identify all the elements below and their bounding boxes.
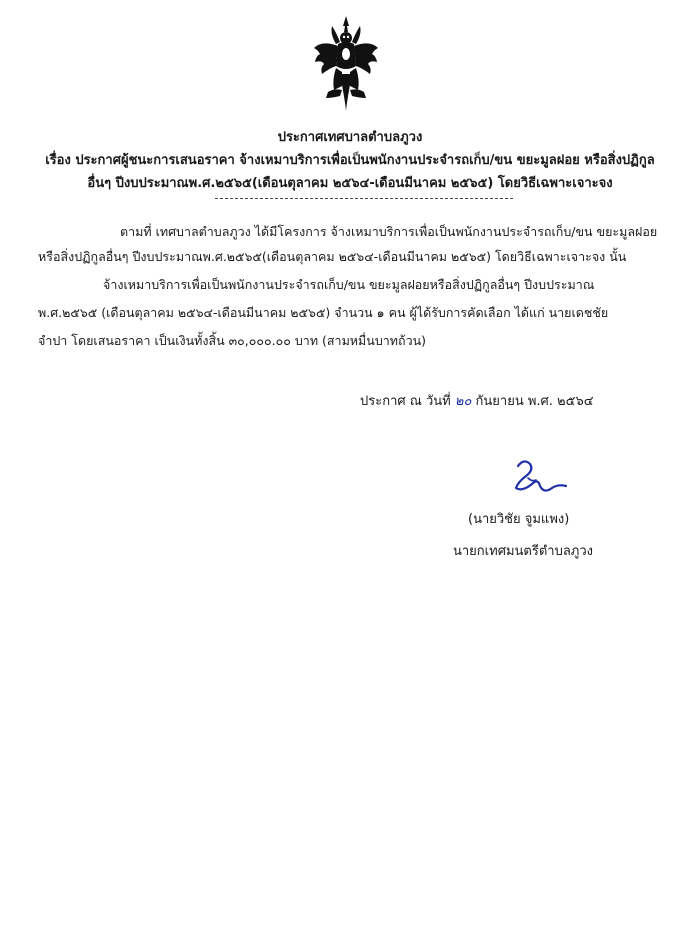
body-line-3: จ้างเหมาบริการเพื่อเป็นพนักงานประจำรถเก็บ/ขน ขยะมูลฝอยหรือสิ่งปฏิกูลอื่นๆ ปีงบประมาณ — [103, 277, 595, 292]
subject-line-2: อื่นๆ ปีงบประมาณพ.ศ.๒๕๖๕(เดือนตุลาคม ๒๕๖๔-เดือนมีนาคม ๒๕๖๕) โดยวิธีเฉพาะเจาะจง — [87, 176, 613, 191]
dashed-divider — [215, 198, 513, 199]
body-line-4: พ.ศ.๒๕๖๕ (เดือนตุลาคม ๒๕๖๔-เดือนมีนาคม ๒๕๖๕) จำนวน ๑ คน ผู้ได้รับการคัดเลือก ได้แก่ นายเดชชัย — [38, 305, 609, 320]
handwritten-signature-icon — [508, 456, 568, 500]
signer-name: (นายวิชัย จูมแพง) — [468, 512, 570, 527]
date-prefix: ประกาศ ณ วันที่ — [360, 394, 451, 409]
body-line-2: หรือสิ่งปฏิกูลอื่นๆ ปีงบประมาณพ.ศ.๒๕๖๕(เดือนตุลาคม ๒๕๖๔-เดือนมีนาคม ๒๕๖๕) โดยวิธีเฉพาะเจาะจง นั้น — [38, 249, 627, 264]
date-suffix: กันยายน พ.ศ. ๒๕๖๔ — [475, 394, 594, 409]
date-day: ๒๐ — [454, 394, 472, 409]
body-line-1: ตามที่ เทศบาลตำบลภูวง ได้มีโครงการ จ้างเหมาบริการเพื่อเป็นพนักงานประจำรถเก็บ/ขน ขยะมูลฝอย — [120, 224, 658, 239]
announcement-date — [360, 390, 594, 411]
garuda-emblem-icon — [312, 14, 380, 114]
org-title: ประกาศเทศบาลตำบลภูวง — [277, 130, 423, 145]
body-line-5: จำปา โดยเสนอราคา เป็นเงินทั้งสิ้น ๓๐,๐๐๐.๐๐ บาท (สามหมื่นบาทถ้วน) — [38, 333, 427, 348]
signer-position: นายกเทศมนตรีตำบลภูวง — [453, 544, 593, 559]
subject-line-1: เรื่อง ประกาศผู้ชนะการเสนอราคา จ้างเหมาบริการเพื่อเป็นพนักงานประจำรถเก็บ/ขน ขยะมูลฝอย หรือสิ่งปฏิกูล — [45, 153, 655, 168]
